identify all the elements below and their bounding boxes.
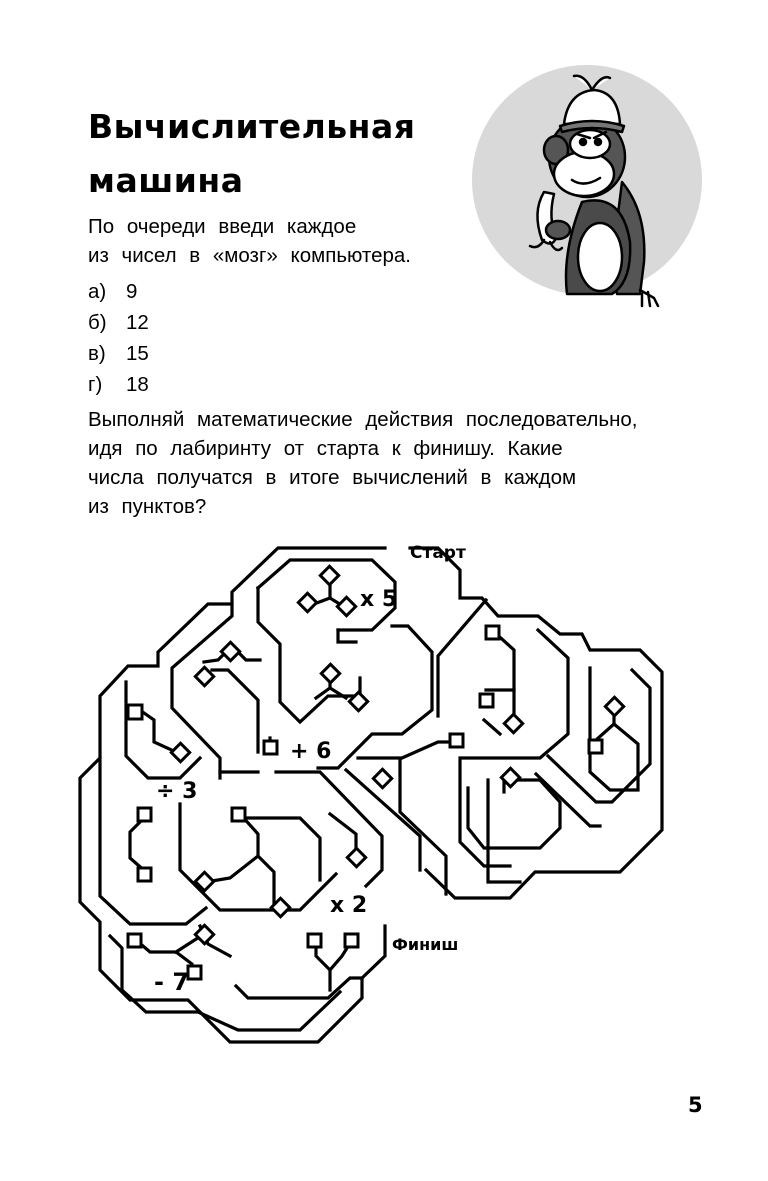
intro-line-2: из чисел в «мозг» компьютера. xyxy=(88,244,411,267)
maze-node xyxy=(337,597,355,615)
instructions-line-3: числа получатся в итоге вычислений в каждом xyxy=(88,466,577,489)
maze-node xyxy=(171,743,189,761)
maze-node xyxy=(450,734,463,747)
maze-wall xyxy=(536,774,600,826)
page-number: 5 xyxy=(688,1093,703,1117)
maze-node xyxy=(373,769,391,787)
maze-wall xyxy=(110,936,340,1030)
maze-wall xyxy=(212,670,258,752)
maze-wall xyxy=(468,780,560,848)
maze-node xyxy=(605,697,623,715)
maze-node xyxy=(138,808,151,821)
maze-node xyxy=(298,593,316,611)
maze-outer-wall xyxy=(80,548,385,1042)
maze-node xyxy=(504,714,522,732)
answer-item: б) 12 xyxy=(88,311,149,334)
instructions-line-1: Выполняй математические действия последовательно, xyxy=(88,408,638,431)
maze-branch xyxy=(130,816,146,872)
maze-outer-wall xyxy=(410,548,662,898)
maze-branch xyxy=(206,814,274,904)
finish-label: Финиш xyxy=(392,935,459,954)
maze-node xyxy=(232,808,245,821)
maze-wall xyxy=(492,630,514,724)
maze-wall xyxy=(126,682,200,778)
brain-maze[interactable] xyxy=(0,520,768,1060)
maze-node xyxy=(589,740,602,753)
start-label: Старт xyxy=(410,543,466,563)
op-add-6: + 6 xyxy=(290,739,332,764)
maze-node xyxy=(221,642,239,660)
maze-node xyxy=(320,566,338,584)
answer-item: а) 9 xyxy=(88,280,138,303)
instructions-text xyxy=(88,405,638,521)
maze-wall xyxy=(220,772,382,886)
page-title xyxy=(88,100,415,208)
monkey-detective-icon xyxy=(472,62,702,312)
answer-item: г) 18 xyxy=(88,373,149,396)
maze-wall xyxy=(484,720,500,734)
instructions-line-2: идя по лабиринту от старта к финишу. Какие xyxy=(88,437,563,460)
maze-wall xyxy=(590,668,638,790)
maze-node xyxy=(486,626,499,639)
maze-node xyxy=(138,868,151,881)
intro-line-1: По очереди введи каждое xyxy=(88,215,357,238)
maze-node xyxy=(480,694,493,707)
maze-node xyxy=(188,966,201,979)
maze-node xyxy=(195,925,213,943)
op-multiply-2: x 2 xyxy=(330,893,368,918)
maze-node xyxy=(308,934,321,947)
maze-branch xyxy=(330,814,356,854)
answer-item: в) 15 xyxy=(88,342,149,365)
instructions-line-4: из пунктов? xyxy=(88,495,207,518)
op-multiply-5: x 5 xyxy=(360,587,398,612)
maze-node xyxy=(128,705,142,719)
intro-text xyxy=(88,212,411,270)
op-divide-3: ÷ 3 xyxy=(156,779,198,804)
answer-list xyxy=(88,276,149,400)
maze-wall xyxy=(236,978,362,998)
maze-node xyxy=(347,848,365,866)
title-line-1: Вычислительная xyxy=(88,107,416,146)
maze-node xyxy=(345,934,358,947)
maze-node xyxy=(264,741,277,754)
op-subtract-7: - 7 xyxy=(154,968,190,996)
maze-node xyxy=(128,934,141,947)
maze-node xyxy=(321,664,339,682)
title-line-2: машина xyxy=(88,161,244,200)
